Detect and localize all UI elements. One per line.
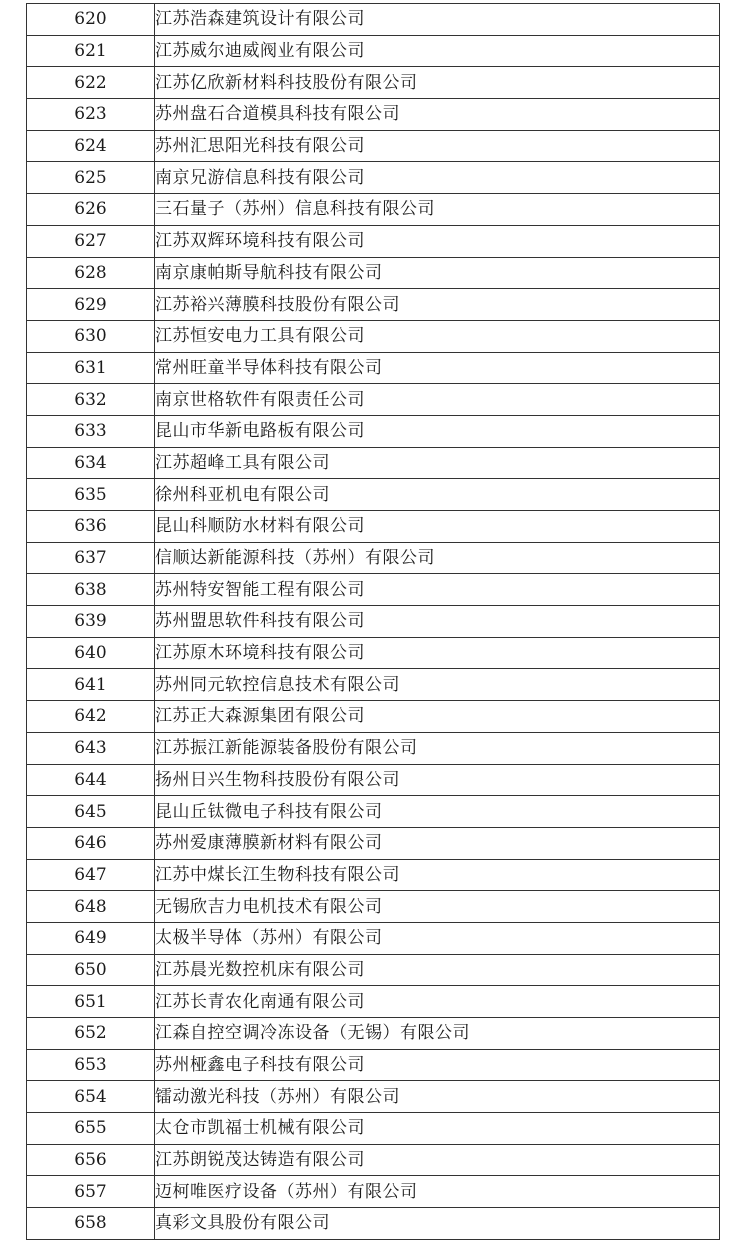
table-row [27,859,720,891]
company-name: 江苏浩森建筑设计有限公司 [155,4,720,36]
company-name: 江苏朗锐茂达铸造有限公司 [155,1144,720,1176]
company-name: 真彩文具股份有限公司 [155,1208,720,1240]
table-row [27,986,720,1018]
table-row [27,320,720,352]
table-row [27,1208,720,1240]
company-name: 南京兄游信息科技有限公司 [155,162,720,194]
table-row [27,891,720,923]
row-number: 623 [27,99,155,131]
company-name: 苏州爱康薄膜新材料有限公司 [155,827,720,859]
table-row [27,1018,720,1050]
row-number: 622 [27,67,155,99]
row-number: 656 [27,1144,155,1176]
row-number: 643 [27,732,155,764]
table-row [27,130,720,162]
row-number: 632 [27,384,155,416]
company-name: 江苏恒安电力工具有限公司 [155,320,720,352]
table-row [27,637,720,669]
table-row [27,289,720,321]
row-number: 634 [27,447,155,479]
row-number: 650 [27,954,155,986]
company-name: 江苏正大森源集团有限公司 [155,701,720,733]
table-row [27,796,720,828]
table-row [27,35,720,67]
table-row [27,384,720,416]
table-row [27,257,720,289]
company-name: 扬州日兴生物科技股份有限公司 [155,764,720,796]
company-name: 太极半导体（苏州）有限公司 [155,922,720,954]
table-row [27,194,720,226]
table-row [27,479,720,511]
row-number: 641 [27,669,155,701]
table-row [27,732,720,764]
company-table-body [27,4,720,1240]
table-row [27,922,720,954]
company-name: 江苏亿欣新材料科技股份有限公司 [155,67,720,99]
row-number: 649 [27,922,155,954]
row-number: 652 [27,1018,155,1050]
table-row [27,67,720,99]
company-name: 江苏振江新能源装备股份有限公司 [155,732,720,764]
table-row [27,954,720,986]
row-number: 633 [27,415,155,447]
company-name: 江苏原木环境科技有限公司 [155,637,720,669]
company-name: 江苏双辉环境科技有限公司 [155,225,720,257]
table-row [27,1113,720,1145]
company-name: 昆山丘钛微电子科技有限公司 [155,796,720,828]
row-number: 636 [27,511,155,543]
table-row [27,352,720,384]
table-row [27,606,720,638]
company-name: 江苏威尔迪威阀业有限公司 [155,35,720,67]
row-number: 637 [27,542,155,574]
company-name: 苏州汇思阳光科技有限公司 [155,130,720,162]
row-number: 653 [27,1049,155,1081]
company-name: 苏州盟思软件科技有限公司 [155,606,720,638]
row-number: 657 [27,1176,155,1208]
company-name: 苏州盘石合道模具科技有限公司 [155,99,720,131]
company-name: 常州旺童半导体科技有限公司 [155,352,720,384]
table-row [27,447,720,479]
table-row [27,162,720,194]
company-name: 苏州特安智能工程有限公司 [155,574,720,606]
table-row [27,1176,720,1208]
company-name: 无锡欣吉力电机技术有限公司 [155,891,720,923]
company-name: 镭动激光科技（苏州）有限公司 [155,1081,720,1113]
row-number: 640 [27,637,155,669]
row-number: 635 [27,479,155,511]
row-number: 642 [27,701,155,733]
row-number: 654 [27,1081,155,1113]
company-name: 江苏晨光数控机床有限公司 [155,954,720,986]
table-row [27,669,720,701]
company-name: 江苏超峰工具有限公司 [155,447,720,479]
company-name: 三石量子（苏州）信息科技有限公司 [155,194,720,226]
table-row [27,1049,720,1081]
row-number: 629 [27,289,155,321]
company-name: 江苏裕兴薄膜科技股份有限公司 [155,289,720,321]
company-name: 迈柯唯医疗设备（苏州）有限公司 [155,1176,720,1208]
company-list-sheet [26,3,720,1240]
company-table [26,3,720,1240]
row-number: 620 [27,4,155,36]
row-number: 646 [27,827,155,859]
table-row [27,764,720,796]
company-name: 江苏长青农化南通有限公司 [155,986,720,1018]
row-number: 648 [27,891,155,923]
row-number: 624 [27,130,155,162]
row-number: 645 [27,796,155,828]
company-name: 南京世格软件有限责任公司 [155,384,720,416]
row-number: 626 [27,194,155,226]
row-number: 630 [27,320,155,352]
company-name: 江森自控空调冷冻设备（无锡）有限公司 [155,1018,720,1050]
row-number: 639 [27,606,155,638]
row-number: 658 [27,1208,155,1240]
company-name: 昆山市华新电路板有限公司 [155,415,720,447]
table-row [27,225,720,257]
row-number: 644 [27,764,155,796]
company-name: 苏州同元软控信息技术有限公司 [155,669,720,701]
row-number: 621 [27,35,155,67]
table-row [27,1081,720,1113]
table-row [27,827,720,859]
table-row [27,701,720,733]
row-number: 628 [27,257,155,289]
company-name: 南京康帕斯导航科技有限公司 [155,257,720,289]
company-name: 徐州科亚机电有限公司 [155,479,720,511]
company-name: 江苏中煤长江生物科技有限公司 [155,859,720,891]
table-row [27,511,720,543]
row-number: 651 [27,986,155,1018]
row-number: 627 [27,225,155,257]
company-name: 太仓市凯福士机械有限公司 [155,1113,720,1145]
row-number: 625 [27,162,155,194]
table-row [27,4,720,36]
table-row [27,574,720,606]
company-name: 信顺达新能源科技（苏州）有限公司 [155,542,720,574]
table-row [27,542,720,574]
row-number: 631 [27,352,155,384]
row-number: 647 [27,859,155,891]
row-number: 638 [27,574,155,606]
row-number: 655 [27,1113,155,1145]
company-name: 昆山科顺防水材料有限公司 [155,511,720,543]
table-row [27,99,720,131]
company-name: 苏州桠鑫电子科技有限公司 [155,1049,720,1081]
table-row [27,1144,720,1176]
table-row [27,415,720,447]
